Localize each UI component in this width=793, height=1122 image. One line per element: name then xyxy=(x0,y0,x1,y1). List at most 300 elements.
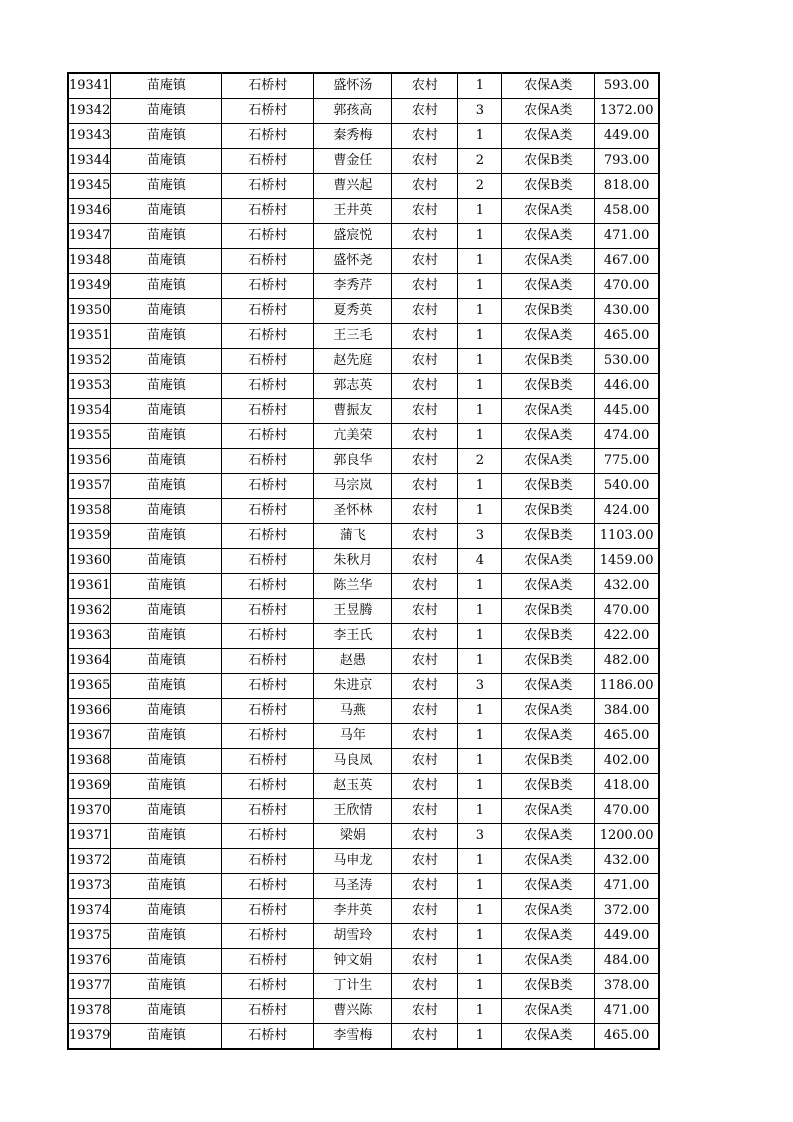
cell-count: 3 xyxy=(458,674,502,699)
cell-village: 石桥村 xyxy=(222,924,314,949)
cell-village: 石桥村 xyxy=(222,899,314,924)
cell-amount: 449.00 xyxy=(595,124,659,149)
cell-count: 1 xyxy=(458,424,502,449)
cell-count: 2 xyxy=(458,149,502,174)
cell-count: 1 xyxy=(458,274,502,299)
cell-town: 苗庵镇 xyxy=(111,874,222,899)
cell-town: 苗庵镇 xyxy=(111,324,222,349)
cell-town: 苗庵镇 xyxy=(111,599,222,624)
cell-village: 石桥村 xyxy=(222,749,314,774)
cell-village: 石桥村 xyxy=(222,999,314,1024)
cell-id: 19358 xyxy=(68,499,111,524)
table-row xyxy=(68,549,659,574)
cell-name: 曹兴陈 xyxy=(314,999,392,1024)
table-row xyxy=(68,574,659,599)
cell-town: 苗庵镇 xyxy=(111,249,222,274)
cell-category: 农保A类 xyxy=(502,124,595,149)
cell-village: 石桥村 xyxy=(222,149,314,174)
cell-village: 石桥村 xyxy=(222,73,314,99)
cell-name: 赵玉英 xyxy=(314,774,392,799)
cell-type: 农村 xyxy=(392,749,458,774)
cell-type: 农村 xyxy=(392,73,458,99)
cell-id: 19356 xyxy=(68,449,111,474)
cell-name: 王井英 xyxy=(314,199,392,224)
table-row xyxy=(68,824,659,849)
table-row xyxy=(68,624,659,649)
table-row xyxy=(68,674,659,699)
cell-category: 农保A类 xyxy=(502,399,595,424)
cell-count: 3 xyxy=(458,524,502,549)
cell-amount: 418.00 xyxy=(595,774,659,799)
cell-category: 农保A类 xyxy=(502,724,595,749)
cell-category: 农保A类 xyxy=(502,949,595,974)
cell-id: 19368 xyxy=(68,749,111,774)
cell-town: 苗庵镇 xyxy=(111,274,222,299)
cell-type: 农村 xyxy=(392,524,458,549)
cell-amount: 818.00 xyxy=(595,174,659,199)
cell-town: 苗庵镇 xyxy=(111,799,222,824)
cell-type: 农村 xyxy=(392,449,458,474)
cell-type: 农村 xyxy=(392,924,458,949)
cell-id: 19366 xyxy=(68,699,111,724)
table-row xyxy=(68,1024,659,1050)
cell-village: 石桥村 xyxy=(222,824,314,849)
cell-category: 农保A类 xyxy=(502,199,595,224)
cell-name: 郭良华 xyxy=(314,449,392,474)
cell-id: 19373 xyxy=(68,874,111,899)
table-body xyxy=(68,73,659,1049)
cell-village: 石桥村 xyxy=(222,874,314,899)
cell-count: 1 xyxy=(458,799,502,824)
cell-amount: 384.00 xyxy=(595,699,659,724)
cell-type: 农村 xyxy=(392,549,458,574)
cell-name: 王昱腾 xyxy=(314,599,392,624)
table-row xyxy=(68,224,659,249)
table-row xyxy=(68,774,659,799)
cell-id: 19374 xyxy=(68,899,111,924)
cell-category: 农保A类 xyxy=(502,699,595,724)
cell-count: 1 xyxy=(458,924,502,949)
cell-name: 曹兴起 xyxy=(314,174,392,199)
table-row xyxy=(68,649,659,674)
cell-village: 石桥村 xyxy=(222,224,314,249)
cell-name: 朱进京 xyxy=(314,674,392,699)
cell-village: 石桥村 xyxy=(222,674,314,699)
cell-id: 19364 xyxy=(68,649,111,674)
cell-category: 农保A类 xyxy=(502,924,595,949)
cell-amount: 530.00 xyxy=(595,349,659,374)
cell-category: 农保A类 xyxy=(502,99,595,124)
cell-name: 王欣情 xyxy=(314,799,392,824)
cell-town: 苗庵镇 xyxy=(111,924,222,949)
cell-amount: 449.00 xyxy=(595,924,659,949)
cell-id: 19349 xyxy=(68,274,111,299)
cell-town: 苗庵镇 xyxy=(111,449,222,474)
cell-type: 农村 xyxy=(392,574,458,599)
cell-count: 1 xyxy=(458,724,502,749)
table-row xyxy=(68,99,659,124)
cell-id: 19341 xyxy=(68,73,111,99)
cell-town: 苗庵镇 xyxy=(111,624,222,649)
cell-category: 农保B类 xyxy=(502,174,595,199)
cell-type: 农村 xyxy=(392,774,458,799)
cell-amount: 540.00 xyxy=(595,474,659,499)
cell-category: 农保B类 xyxy=(502,599,595,624)
cell-name: 曹振友 xyxy=(314,399,392,424)
cell-id: 19357 xyxy=(68,474,111,499)
cell-count: 1 xyxy=(458,874,502,899)
cell-count: 2 xyxy=(458,174,502,199)
cell-count: 1 xyxy=(458,649,502,674)
cell-category: 农保A类 xyxy=(502,999,595,1024)
cell-count: 1 xyxy=(458,374,502,399)
cell-id: 19370 xyxy=(68,799,111,824)
cell-village: 石桥村 xyxy=(222,424,314,449)
cell-category: 农保A类 xyxy=(502,324,595,349)
cell-id: 19344 xyxy=(68,149,111,174)
cell-name: 胡雪玲 xyxy=(314,924,392,949)
cell-amount: 470.00 xyxy=(595,799,659,824)
cell-type: 农村 xyxy=(392,949,458,974)
cell-town: 苗庵镇 xyxy=(111,224,222,249)
cell-village: 石桥村 xyxy=(222,949,314,974)
cell-amount: 458.00 xyxy=(595,199,659,224)
cell-id: 19347 xyxy=(68,224,111,249)
cell-count: 1 xyxy=(458,324,502,349)
cell-id: 19348 xyxy=(68,249,111,274)
cell-type: 农村 xyxy=(392,224,458,249)
cell-name: 李井英 xyxy=(314,899,392,924)
cell-town: 苗庵镇 xyxy=(111,349,222,374)
cell-type: 农村 xyxy=(392,149,458,174)
cell-type: 农村 xyxy=(392,599,458,624)
cell-village: 石桥村 xyxy=(222,474,314,499)
cell-amount: 1372.00 xyxy=(595,99,659,124)
cell-name: 赵先庭 xyxy=(314,349,392,374)
cell-type: 农村 xyxy=(392,474,458,499)
cell-village: 石桥村 xyxy=(222,374,314,399)
cell-category: 农保A类 xyxy=(502,849,595,874)
cell-village: 石桥村 xyxy=(222,174,314,199)
cell-amount: 474.00 xyxy=(595,424,659,449)
cell-town: 苗庵镇 xyxy=(111,99,222,124)
cell-town: 苗庵镇 xyxy=(111,374,222,399)
cell-count: 2 xyxy=(458,449,502,474)
cell-count: 1 xyxy=(458,574,502,599)
cell-town: 苗庵镇 xyxy=(111,399,222,424)
cell-category: 农保A类 xyxy=(502,73,595,99)
table-row xyxy=(68,174,659,199)
cell-name: 赵愚 xyxy=(314,649,392,674)
cell-amount: 378.00 xyxy=(595,974,659,999)
cell-village: 石桥村 xyxy=(222,724,314,749)
cell-village: 石桥村 xyxy=(222,849,314,874)
cell-type: 农村 xyxy=(392,199,458,224)
cell-id: 19354 xyxy=(68,399,111,424)
cell-village: 石桥村 xyxy=(222,249,314,274)
cell-amount: 465.00 xyxy=(595,1024,659,1050)
cell-type: 农村 xyxy=(392,799,458,824)
cell-type: 农村 xyxy=(392,99,458,124)
cell-type: 农村 xyxy=(392,624,458,649)
cell-id: 19372 xyxy=(68,849,111,874)
cell-name: 马申龙 xyxy=(314,849,392,874)
cell-village: 石桥村 xyxy=(222,524,314,549)
cell-amount: 446.00 xyxy=(595,374,659,399)
cell-type: 农村 xyxy=(392,324,458,349)
cell-count: 1 xyxy=(458,199,502,224)
cell-amount: 470.00 xyxy=(595,274,659,299)
cell-town: 苗庵镇 xyxy=(111,824,222,849)
table-row xyxy=(68,349,659,374)
cell-id: 19371 xyxy=(68,824,111,849)
cell-name: 梁娟 xyxy=(314,824,392,849)
cell-name: 圣怀林 xyxy=(314,499,392,524)
cell-id: 19343 xyxy=(68,124,111,149)
cell-name: 马宗岚 xyxy=(314,474,392,499)
cell-name: 曹金任 xyxy=(314,149,392,174)
cell-category: 农保B类 xyxy=(502,499,595,524)
table-row xyxy=(68,499,659,524)
cell-id: 19350 xyxy=(68,299,111,324)
table-row xyxy=(68,724,659,749)
cell-count: 3 xyxy=(458,824,502,849)
cell-amount: 1459.00 xyxy=(595,549,659,574)
cell-amount: 402.00 xyxy=(595,749,659,774)
cell-count: 1 xyxy=(458,299,502,324)
cell-count: 1 xyxy=(458,224,502,249)
cell-amount: 471.00 xyxy=(595,224,659,249)
cell-count: 1 xyxy=(458,949,502,974)
cell-town: 苗庵镇 xyxy=(111,199,222,224)
cell-name: 秦秀梅 xyxy=(314,124,392,149)
cell-type: 农村 xyxy=(392,249,458,274)
cell-village: 石桥村 xyxy=(222,699,314,724)
cell-type: 农村 xyxy=(392,699,458,724)
table-row xyxy=(68,274,659,299)
cell-id: 19375 xyxy=(68,924,111,949)
cell-type: 农村 xyxy=(392,499,458,524)
table-row xyxy=(68,374,659,399)
cell-amount: 1103.00 xyxy=(595,524,659,549)
cell-id: 19351 xyxy=(68,324,111,349)
cell-id: 19379 xyxy=(68,1024,111,1050)
cell-name: 李雪梅 xyxy=(314,1024,392,1050)
cell-type: 农村 xyxy=(392,899,458,924)
cell-town: 苗庵镇 xyxy=(111,999,222,1024)
cell-category: 农保B类 xyxy=(502,374,595,399)
cell-count: 1 xyxy=(458,499,502,524)
table-row xyxy=(68,974,659,999)
cell-name: 马燕 xyxy=(314,699,392,724)
cell-name: 朱秋月 xyxy=(314,549,392,574)
cell-village: 石桥村 xyxy=(222,624,314,649)
table-row xyxy=(68,874,659,899)
cell-town: 苗庵镇 xyxy=(111,649,222,674)
cell-town: 苗庵镇 xyxy=(111,299,222,324)
table-row xyxy=(68,999,659,1024)
cell-type: 农村 xyxy=(392,849,458,874)
cell-name: 郭志英 xyxy=(314,374,392,399)
cell-town: 苗庵镇 xyxy=(111,724,222,749)
cell-id: 19378 xyxy=(68,999,111,1024)
cell-name: 亢美荣 xyxy=(314,424,392,449)
cell-id: 19367 xyxy=(68,724,111,749)
cell-town: 苗庵镇 xyxy=(111,974,222,999)
cell-category: 农保B类 xyxy=(502,749,595,774)
cell-type: 农村 xyxy=(392,874,458,899)
table-row xyxy=(68,749,659,774)
cell-category: 农保A类 xyxy=(502,824,595,849)
cell-category: 农保A类 xyxy=(502,674,595,699)
cell-type: 农村 xyxy=(392,424,458,449)
cell-town: 苗庵镇 xyxy=(111,774,222,799)
cell-town: 苗庵镇 xyxy=(111,174,222,199)
table-row xyxy=(68,524,659,549)
cell-count: 1 xyxy=(458,249,502,274)
table-row xyxy=(68,73,659,99)
cell-category: 农保A类 xyxy=(502,449,595,474)
cell-amount: 484.00 xyxy=(595,949,659,974)
cell-amount: 775.00 xyxy=(595,449,659,474)
cell-town: 苗庵镇 xyxy=(111,899,222,924)
cell-category: 农保A类 xyxy=(502,1024,595,1050)
cell-amount: 1186.00 xyxy=(595,674,659,699)
cell-village: 石桥村 xyxy=(222,499,314,524)
table-row xyxy=(68,249,659,274)
table-row xyxy=(68,149,659,174)
cell-category: 农保A类 xyxy=(502,274,595,299)
cell-name: 钟文娟 xyxy=(314,949,392,974)
cell-name: 盛宸悦 xyxy=(314,224,392,249)
cell-amount: 424.00 xyxy=(595,499,659,524)
cell-type: 农村 xyxy=(392,374,458,399)
cell-count: 1 xyxy=(458,974,502,999)
cell-id: 19377 xyxy=(68,974,111,999)
cell-amount: 1200.00 xyxy=(595,824,659,849)
cell-amount: 465.00 xyxy=(595,724,659,749)
cell-id: 19363 xyxy=(68,624,111,649)
cell-amount: 593.00 xyxy=(595,73,659,99)
table-row xyxy=(68,449,659,474)
cell-type: 农村 xyxy=(392,974,458,999)
cell-id: 19342 xyxy=(68,99,111,124)
cell-village: 石桥村 xyxy=(222,1024,314,1050)
cell-category: 农保A类 xyxy=(502,874,595,899)
record-table xyxy=(67,72,660,1050)
cell-name: 蒲飞 xyxy=(314,524,392,549)
cell-count: 1 xyxy=(458,899,502,924)
table-row xyxy=(68,474,659,499)
cell-town: 苗庵镇 xyxy=(111,524,222,549)
cell-category: 农保B类 xyxy=(502,474,595,499)
cell-village: 石桥村 xyxy=(222,974,314,999)
cell-type: 农村 xyxy=(392,824,458,849)
cell-name: 郭孩高 xyxy=(314,99,392,124)
table-row xyxy=(68,124,659,149)
cell-village: 石桥村 xyxy=(222,274,314,299)
cell-town: 苗庵镇 xyxy=(111,849,222,874)
cell-type: 农村 xyxy=(392,274,458,299)
cell-count: 1 xyxy=(458,774,502,799)
cell-town: 苗庵镇 xyxy=(111,149,222,174)
cell-count: 1 xyxy=(458,849,502,874)
cell-id: 19346 xyxy=(68,199,111,224)
cell-count: 4 xyxy=(458,549,502,574)
cell-count: 1 xyxy=(458,474,502,499)
cell-id: 19360 xyxy=(68,549,111,574)
cell-category: 农保A类 xyxy=(502,249,595,274)
cell-id: 19353 xyxy=(68,374,111,399)
cell-village: 石桥村 xyxy=(222,774,314,799)
cell-id: 19359 xyxy=(68,524,111,549)
cell-town: 苗庵镇 xyxy=(111,749,222,774)
cell-town: 苗庵镇 xyxy=(111,474,222,499)
cell-id: 19361 xyxy=(68,574,111,599)
cell-category: 农保B类 xyxy=(502,149,595,174)
cell-village: 石桥村 xyxy=(222,599,314,624)
cell-category: 农保A类 xyxy=(502,549,595,574)
cell-village: 石桥村 xyxy=(222,349,314,374)
cell-id: 19365 xyxy=(68,674,111,699)
table-row xyxy=(68,924,659,949)
cell-count: 3 xyxy=(458,99,502,124)
cell-category: 农保B类 xyxy=(502,774,595,799)
cell-village: 石桥村 xyxy=(222,324,314,349)
cell-amount: 432.00 xyxy=(595,849,659,874)
cell-village: 石桥村 xyxy=(222,124,314,149)
cell-village: 石桥村 xyxy=(222,649,314,674)
cell-name: 夏秀英 xyxy=(314,299,392,324)
cell-count: 1 xyxy=(458,599,502,624)
cell-type: 农村 xyxy=(392,1024,458,1050)
cell-town: 苗庵镇 xyxy=(111,574,222,599)
table-row xyxy=(68,199,659,224)
cell-category: 农保B类 xyxy=(502,299,595,324)
table-row xyxy=(68,424,659,449)
cell-amount: 465.00 xyxy=(595,324,659,349)
table-row xyxy=(68,324,659,349)
cell-village: 石桥村 xyxy=(222,299,314,324)
cell-count: 1 xyxy=(458,999,502,1024)
table-row xyxy=(68,699,659,724)
cell-id: 19376 xyxy=(68,949,111,974)
cell-town: 苗庵镇 xyxy=(111,73,222,99)
cell-name: 马年 xyxy=(314,724,392,749)
cell-category: 农保A类 xyxy=(502,799,595,824)
cell-name: 盛怀汤 xyxy=(314,73,392,99)
cell-amount: 471.00 xyxy=(595,874,659,899)
cell-category: 农保B类 xyxy=(502,624,595,649)
cell-amount: 793.00 xyxy=(595,149,659,174)
cell-category: 农保B类 xyxy=(502,524,595,549)
table-row xyxy=(68,849,659,874)
table-row xyxy=(68,899,659,924)
cell-name: 李王氏 xyxy=(314,624,392,649)
cell-type: 农村 xyxy=(392,399,458,424)
cell-type: 农村 xyxy=(392,299,458,324)
cell-id: 19345 xyxy=(68,174,111,199)
cell-amount: 430.00 xyxy=(595,299,659,324)
cell-count: 1 xyxy=(458,699,502,724)
cell-count: 1 xyxy=(458,124,502,149)
cell-category: 农保A类 xyxy=(502,224,595,249)
cell-amount: 482.00 xyxy=(595,649,659,674)
cell-type: 农村 xyxy=(392,124,458,149)
cell-village: 石桥村 xyxy=(222,574,314,599)
cell-amount: 470.00 xyxy=(595,599,659,624)
cell-id: 19362 xyxy=(68,599,111,624)
